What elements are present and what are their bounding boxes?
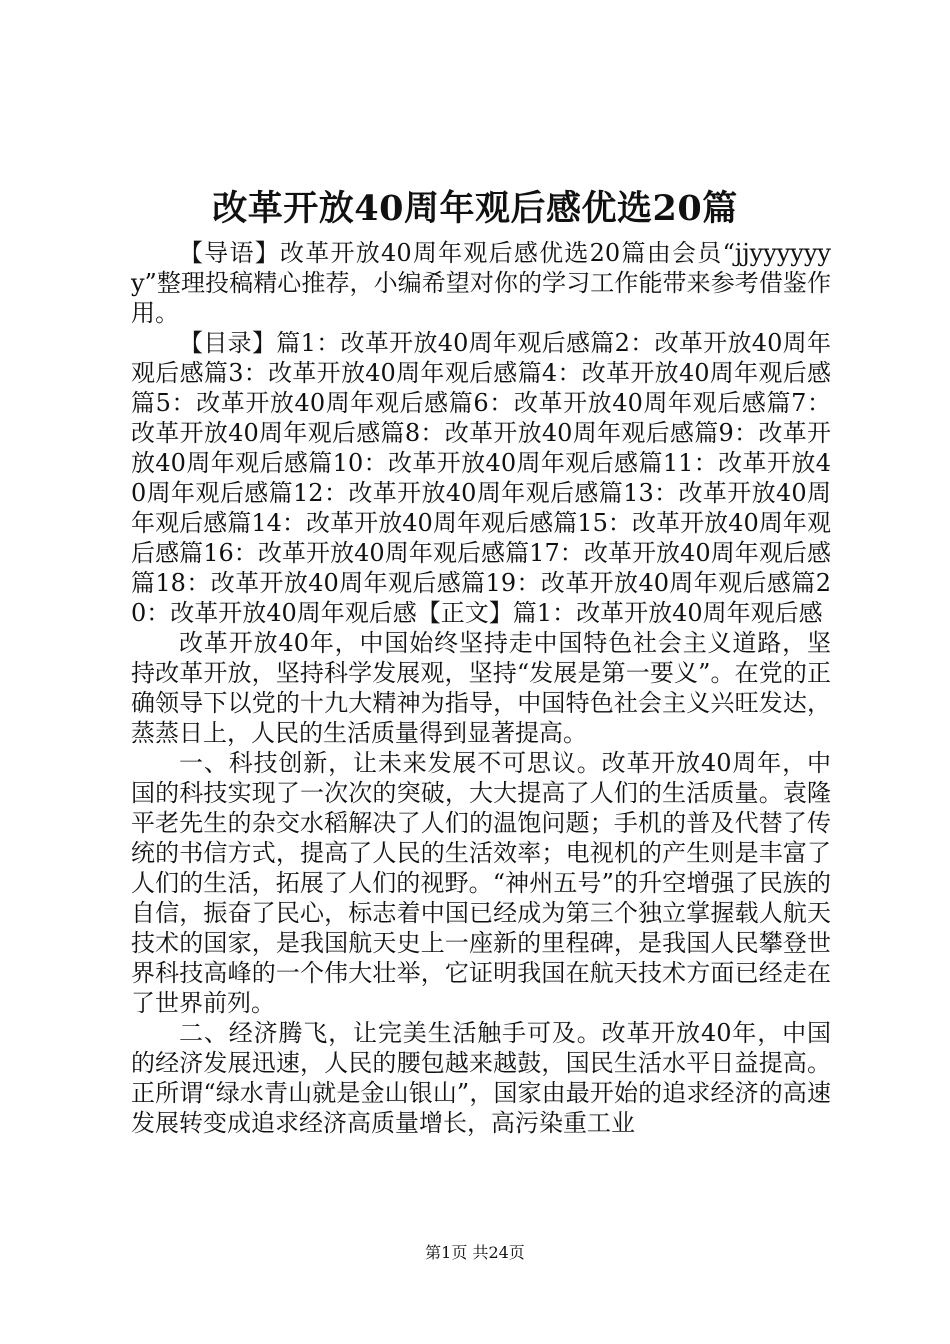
- body-paragraph: 二、经济腾飞，让完美生活触手可及。改革开放40年，中国的经济发展迅速，人民的腰包越来越鼓，国民生活水平日益提高。正所谓“绿水青山就是金山银山”，国家由最开始的追求经济的高速发展转变成追求经济高质量增长，高污染重工业: [131, 1019, 831, 1137]
- document-title: 改革开放40周年观后感优选20篇: [212, 188, 738, 229]
- toc-paragraph: 【目录】篇1：改革开放40周年观后感篇2：改革开放40周年观后感篇3：改革开放40周年观后感篇4：改革开放40周年观后感篇5：改革开放40周年观后感篇6：改革开放40周年观后感篇7：改革开放40周年观后感篇8：改革开放40周年观后感篇9：改革开放40周年观后感篇10：改革开放40周年观后感篇11：改革开放40周年观后感篇12：改革开放40周年观后感篇13：改革开放40周年观后感篇14：改革开放40周年观后感篇15：改革开放40周年观后感篇16：改革开放40周年观后感篇17：改革开放40周年观后感篇18：改革开放40周年观后感篇19：改革开放40周年观后感篇20：改革开放40周年观后感【正文】篇1：改革开放40周年观后感: [131, 329, 831, 627]
- intro-paragraph: 【导语】改革开放40周年观后感优选20篇由会员“jjyyyyyyy”整理投稿精心推荐，小编希望对你的学习工作能带来参考借鉴作用。: [131, 239, 831, 327]
- document-body: [131, 238, 831, 1138]
- page-footer: 第1页 共24页: [425, 1243, 525, 1262]
- body-paragraph: 一、科技创新，让未来发展不可思议。改革开放40周年，中国的科技实现了一次次的突破，大大提高了人们的生活质量。袁隆平老先生的杂交水稻解决了人们的温饱问题；手机的普及代替了传统的书信方式，提高了人民的生活效率；电视机的产生则是丰富了人们的生活，拓展了人们的视野。“神州五号”的升空增强了民族的自信，振奋了民心，标志着中国已经成为第三个独立掌握载人航天技术的国家，是我国航天史上一座新的里程碑，是我国人民攀登世界科技高峰的一个伟大壮举，它证明我国在航天技术方面已经走在了世界前列。: [131, 749, 831, 1017]
- body-paragraph: 改革开放40年，中国始终坚持走中国特色社会主义道路，坚持改革开放，坚持科学发展观，坚持“发展是第一要义”。在党的正确领导下以党的十九大精神为指导，中国特色社会主义兴旺发达，蒸蒸日上，人民的生活质量得到显著提高。: [131, 629, 831, 747]
